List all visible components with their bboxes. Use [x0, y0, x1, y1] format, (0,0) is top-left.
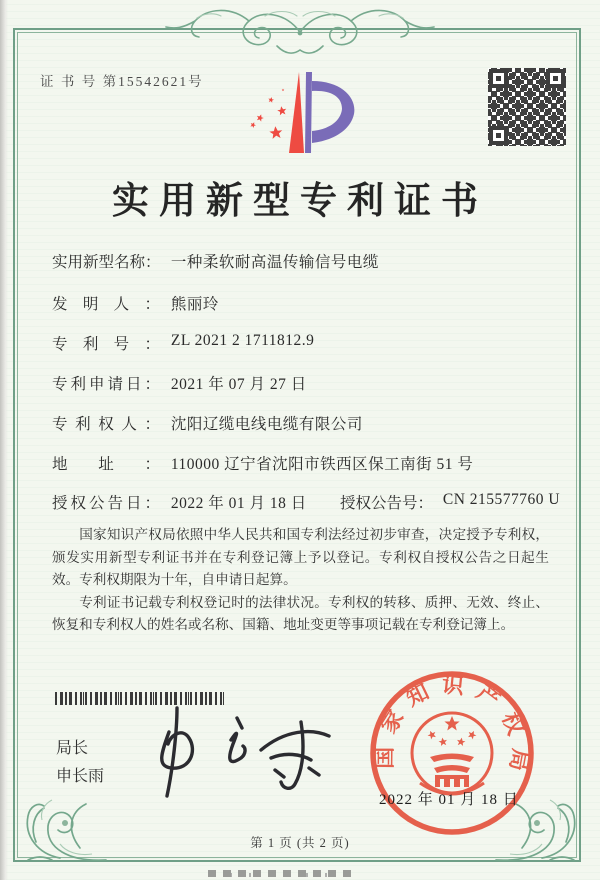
field-value: ZL 2021 2 1711812.9 — [170, 332, 315, 349]
top-flourish-ornament — [165, 2, 435, 60]
qr-finder-topright — [546, 69, 565, 88]
field-label: 实用新型名称： — [52, 254, 161, 271]
legal-paragraph-1: 国家知识产权局依照中华人民共和国专利法经过初步审查，决定授予专利权，颁发实用新型专利证书并在专利登记簿上予以登记。专利权自授权公告之日起生效。专利权期限为十年，自申请日起算。 — [52, 527, 549, 588]
field-value: 2022 年 01 月 18 日 — [170, 495, 307, 512]
field-label: 授权公告号： — [340, 495, 434, 512]
field-label: 授权公告日： — [52, 495, 160, 512]
field-value: 熊丽玲 — [170, 296, 219, 313]
legal-text — [52, 524, 549, 637]
logo-p-bowl — [312, 81, 354, 143]
logo-red-wedge — [289, 72, 304, 153]
national-emblem — [412, 713, 492, 794]
field-label: 地址： — [52, 456, 160, 473]
field-value: 2021 年 07 月 27 日 — [170, 376, 307, 393]
cnipa-logo — [240, 62, 370, 167]
field-label: 专利权人： — [52, 416, 160, 433]
certificate-number: 证 书 号 第15542621号 — [40, 74, 204, 89]
field-grant-date-row — [52, 491, 560, 513]
field-address — [52, 452, 473, 474]
signer-title: 局长 — [56, 740, 89, 757]
legal-paragraph-2: 专利证书记载专利权登记时的法律状况。专利权的转移、质押、无效、终止、恢复和专利权人的姓名或名称、国籍、地址变更等事项记载在专利登记簿上。 — [52, 594, 549, 633]
field-filing-date — [52, 372, 307, 394]
field-label: 专利号： — [52, 336, 160, 353]
field-label: 发明人： — [52, 296, 160, 313]
signer-name: 申长雨 — [56, 768, 105, 785]
qr-code — [488, 68, 566, 146]
field-grant-number — [340, 491, 560, 513]
field-inventor — [52, 292, 219, 314]
field-value: 沈阳辽缆电线电缆有限公司 — [170, 416, 363, 433]
field-patentee — [52, 412, 363, 434]
field-utility-model-name — [52, 250, 379, 272]
field-patent-number — [52, 332, 314, 354]
qr-finder-topleft — [489, 69, 508, 88]
scan-edge-shadow — [0, 0, 8, 880]
field-label: 专利申请日： — [52, 376, 160, 393]
certificate-title: 实用新型专利证书 — [112, 181, 488, 222]
signature-script — [125, 696, 345, 804]
field-value: CN 215577760 U — [442, 491, 561, 508]
cropped-text-fragment — [208, 869, 356, 877]
official-seal — [362, 665, 547, 840]
logo-stars — [249, 89, 287, 140]
qr-finder-bottomleft — [489, 126, 508, 145]
seal-ring-text: 国家知识产权局 — [371, 671, 534, 784]
grant-date-stamp: 2022 年 01 月 18 日 — [379, 792, 519, 808]
page-number: 第 1 页 (共 2 页) — [250, 836, 350, 850]
field-value: 110000 辽宁省沈阳市铁西区保工南街 51 号 — [170, 456, 474, 473]
field-value: 一种柔软耐高温传输信号电缆 — [170, 254, 379, 271]
logo-purple-bar — [305, 72, 312, 153]
